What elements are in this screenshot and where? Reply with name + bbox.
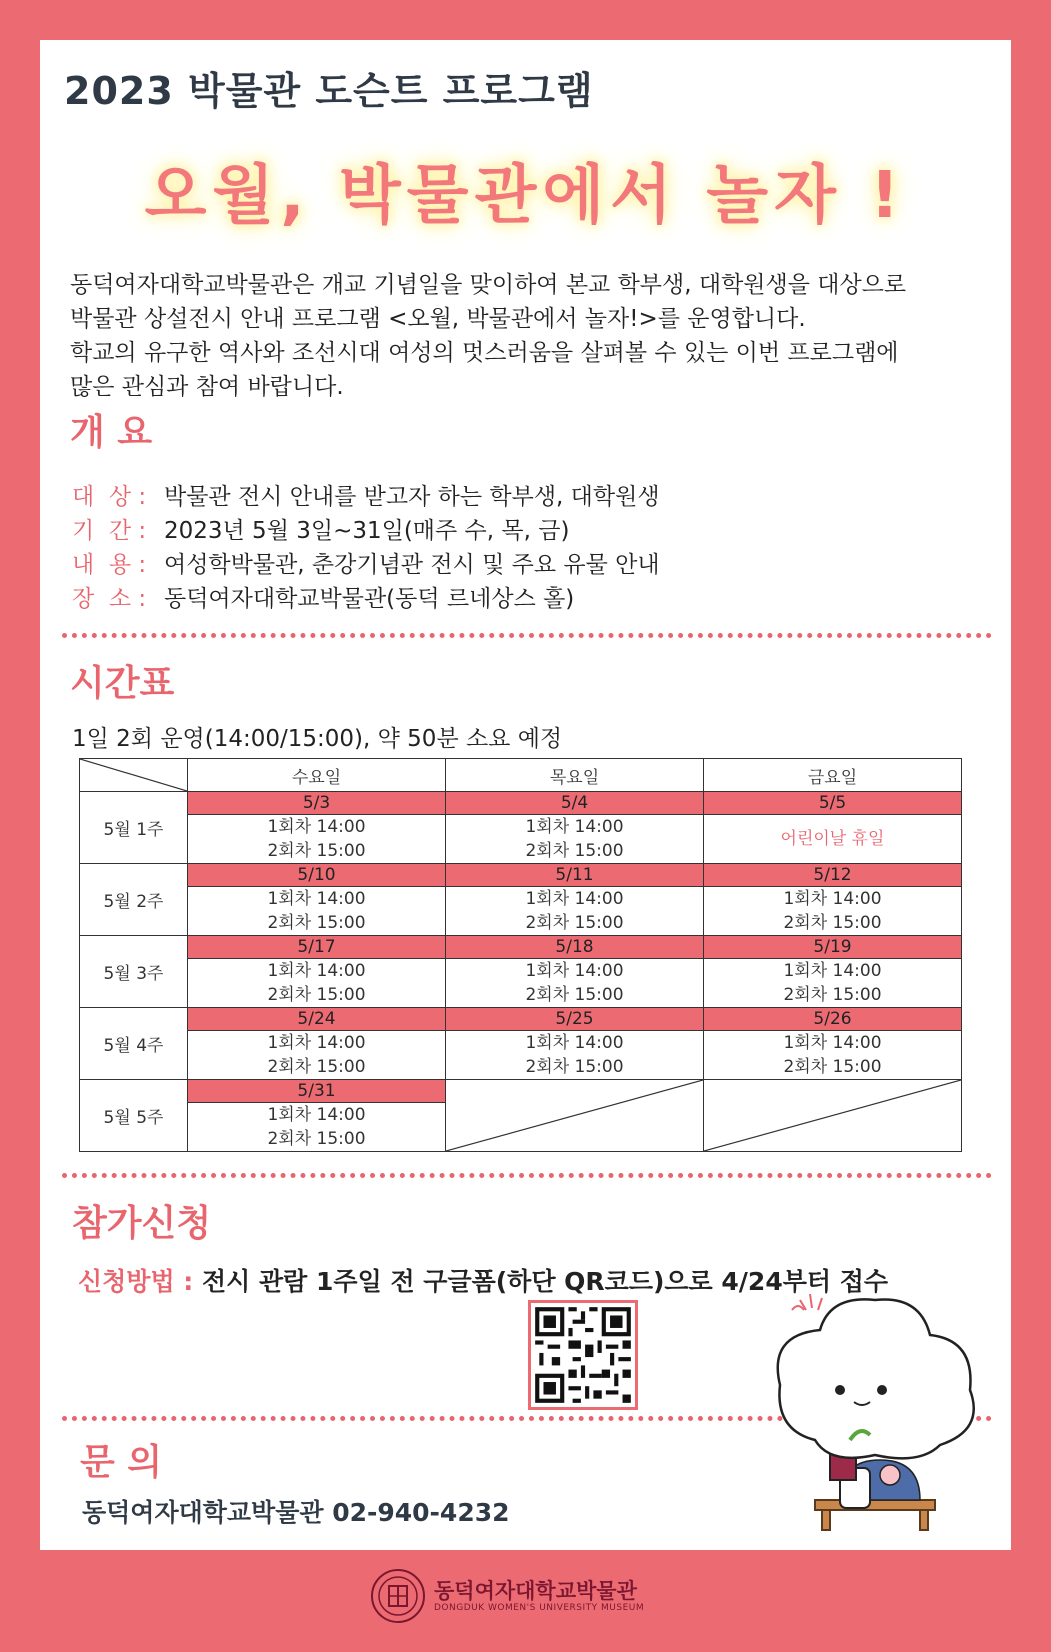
date-bar: 5/12 bbox=[704, 864, 961, 887]
date-bar: 5/26 bbox=[704, 1008, 961, 1031]
table-corner bbox=[80, 759, 188, 792]
session-1: 1회차 14:00 bbox=[267, 1105, 366, 1125]
session-1: 1회차 14:00 bbox=[783, 1033, 882, 1053]
intro-text bbox=[70, 268, 970, 404]
session-cell bbox=[446, 792, 704, 864]
session-1: 1회차 14:00 bbox=[267, 1033, 366, 1053]
overview-item bbox=[72, 582, 660, 616]
session-1: 1회차 14:00 bbox=[525, 817, 624, 837]
mascot-illustration bbox=[770, 1290, 1000, 1540]
session-1: 1회차 14:00 bbox=[267, 889, 366, 909]
session-2: 2회차 15:00 bbox=[525, 1057, 624, 1077]
overview-value: 동덕여자대학교박물관(동덕 르네상스 홀) bbox=[164, 586, 575, 612]
dotted-divider bbox=[62, 633, 992, 638]
session-2: 2회차 15:00 bbox=[267, 985, 366, 1005]
day-header: 금요일 bbox=[704, 759, 962, 792]
page-title: 2023 박물관 도슨트 프로그램 bbox=[64, 69, 594, 113]
week-label: 5월 4주 bbox=[80, 1008, 188, 1080]
intro-line: 동덕여자대학교박물관은 개교 기념일을 맞이하여 본교 학부생, 대학원생을 대상으로 bbox=[70, 272, 907, 298]
date-bar: 5/19 bbox=[704, 936, 961, 959]
overview-label: 대 상 : bbox=[72, 484, 147, 510]
date-bar: 5/31 bbox=[188, 1080, 445, 1103]
slogan: 오월, 박물관에서 놀자 ! bbox=[144, 159, 906, 233]
date-bar: 5/24 bbox=[188, 1008, 445, 1031]
overview-list bbox=[72, 480, 660, 616]
intro-line: 학교의 유구한 역사와 조선시대 여성의 멋스러움을 살펴볼 수 있는 이번 프로그램에 bbox=[70, 340, 899, 366]
session-2: 2회차 15:00 bbox=[783, 985, 882, 1005]
session-2: 2회차 15:00 bbox=[525, 985, 624, 1005]
session-1: 1회차 14:00 bbox=[525, 889, 624, 909]
overview-item bbox=[72, 514, 660, 548]
schedule-note: 1일 2회 운영(14:00/15:00), 약 50분 소요 예정 bbox=[72, 726, 563, 752]
holiday-note: 어린이날 휴일 bbox=[780, 829, 885, 849]
qr-code[interactable] bbox=[528, 1300, 638, 1410]
day-header: 수요일 bbox=[188, 759, 446, 792]
diagonal-line bbox=[446, 1080, 703, 1151]
diagonal-line bbox=[704, 1080, 961, 1151]
week-label: 5월 2주 bbox=[80, 864, 188, 936]
overview-value: 박물관 전시 안내를 받고자 하는 학부생, 대학원생 bbox=[164, 484, 660, 510]
overview-heading: 개 요 bbox=[70, 412, 153, 453]
overview-item bbox=[72, 480, 660, 514]
apply-value: 전시 관람 1주일 전 구글폼(하단 QR코드)으로 4/24부터 접수 bbox=[202, 1267, 889, 1296]
intro-line: 많은 관심과 참여 바랍니다. bbox=[70, 374, 344, 400]
session-cell bbox=[704, 936, 962, 1008]
session-cell bbox=[188, 1008, 446, 1080]
session-2: 2회차 15:00 bbox=[267, 913, 366, 933]
session-2: 2회차 15:00 bbox=[783, 1057, 882, 1077]
session-cell bbox=[446, 936, 704, 1008]
session-1: 1회차 14:00 bbox=[783, 889, 882, 909]
session-1: 1회차 14:00 bbox=[267, 961, 366, 981]
overview-item bbox=[72, 548, 660, 582]
table-row bbox=[80, 792, 962, 864]
date-bar: 5/10 bbox=[188, 864, 445, 887]
session-2: 2회차 15:00 bbox=[267, 1129, 366, 1149]
apply-heading: 참가신청 bbox=[72, 1203, 212, 1244]
overview-label: 장 소 : bbox=[72, 586, 147, 612]
table-row bbox=[80, 1008, 962, 1080]
dotted-divider bbox=[62, 1173, 992, 1178]
session-2: 2회차 15:00 bbox=[525, 841, 624, 861]
diagonal-line bbox=[80, 759, 187, 791]
session-cell bbox=[188, 936, 446, 1008]
schedule-heading: 시간표 bbox=[70, 663, 175, 704]
qr-code-image bbox=[531, 1303, 635, 1407]
footer-name-ko: 동덕여자대학교박물관 bbox=[434, 1579, 637, 1603]
date-bar: 5/4 bbox=[446, 792, 703, 815]
apply-label: 신청방법 : bbox=[78, 1267, 194, 1296]
session-cell bbox=[704, 1008, 962, 1080]
week-label: 5월 3주 bbox=[80, 936, 188, 1008]
date-bar: 5/3 bbox=[188, 792, 445, 815]
session-1: 1회차 14:00 bbox=[525, 1033, 624, 1053]
schedule-table bbox=[79, 758, 962, 1152]
footer-name-en: DONGDUK WOMEN'S UNIVERSITY MUSEUM bbox=[434, 1603, 645, 1613]
table-row bbox=[80, 936, 962, 1008]
session-cell bbox=[188, 792, 446, 864]
apply-method bbox=[78, 1262, 888, 1298]
session-cell bbox=[704, 792, 962, 864]
session-1: 1회차 14:00 bbox=[525, 961, 624, 981]
overview-value: 여성학박물관, 춘강기념관 전시 및 주요 유물 안내 bbox=[164, 552, 660, 578]
session-2: 2회차 15:00 bbox=[525, 913, 624, 933]
session-cell bbox=[446, 1008, 704, 1080]
date-bar: 5/17 bbox=[188, 936, 445, 959]
day-header: 목요일 bbox=[446, 759, 704, 792]
intro-line: 박물관 상설전시 안내 프로그램 <오월, 박물관에서 놀자!>를 운영합니다. bbox=[70, 306, 806, 332]
week-label: 5월 5주 bbox=[80, 1080, 188, 1152]
table-row bbox=[80, 1080, 962, 1152]
contact-text: 동덕여자대학교박물관 02-940-4232 bbox=[82, 1498, 510, 1527]
university-seal-icon bbox=[370, 1568, 426, 1624]
overview-value: 2023년 5월 3일~31일(매주 수, 목, 금) bbox=[164, 518, 570, 544]
empty-cell bbox=[704, 1080, 962, 1152]
session-2: 2회차 15:00 bbox=[783, 913, 882, 933]
session-cell bbox=[188, 864, 446, 936]
session-2: 2회차 15:00 bbox=[267, 841, 366, 861]
date-bar: 5/25 bbox=[446, 1008, 703, 1031]
contact-heading: 문 의 bbox=[80, 1442, 163, 1483]
date-bar: 5/11 bbox=[446, 864, 703, 887]
empty-cell bbox=[446, 1080, 704, 1152]
overview-label: 내 용 : bbox=[72, 552, 147, 578]
overview-label: 기 간 : bbox=[72, 518, 147, 544]
session-1: 1회차 14:00 bbox=[783, 961, 882, 981]
week-label: 5월 1주 bbox=[80, 792, 188, 864]
session-1: 1회차 14:00 bbox=[267, 817, 366, 837]
session-cell bbox=[188, 1080, 446, 1152]
session-cell bbox=[704, 864, 962, 936]
footer-logo bbox=[370, 1566, 644, 1626]
session-2: 2회차 15:00 bbox=[267, 1057, 366, 1077]
date-bar: 5/5 bbox=[704, 792, 961, 815]
date-bar: 5/18 bbox=[446, 936, 703, 959]
table-row bbox=[80, 864, 962, 936]
session-cell bbox=[446, 864, 704, 936]
